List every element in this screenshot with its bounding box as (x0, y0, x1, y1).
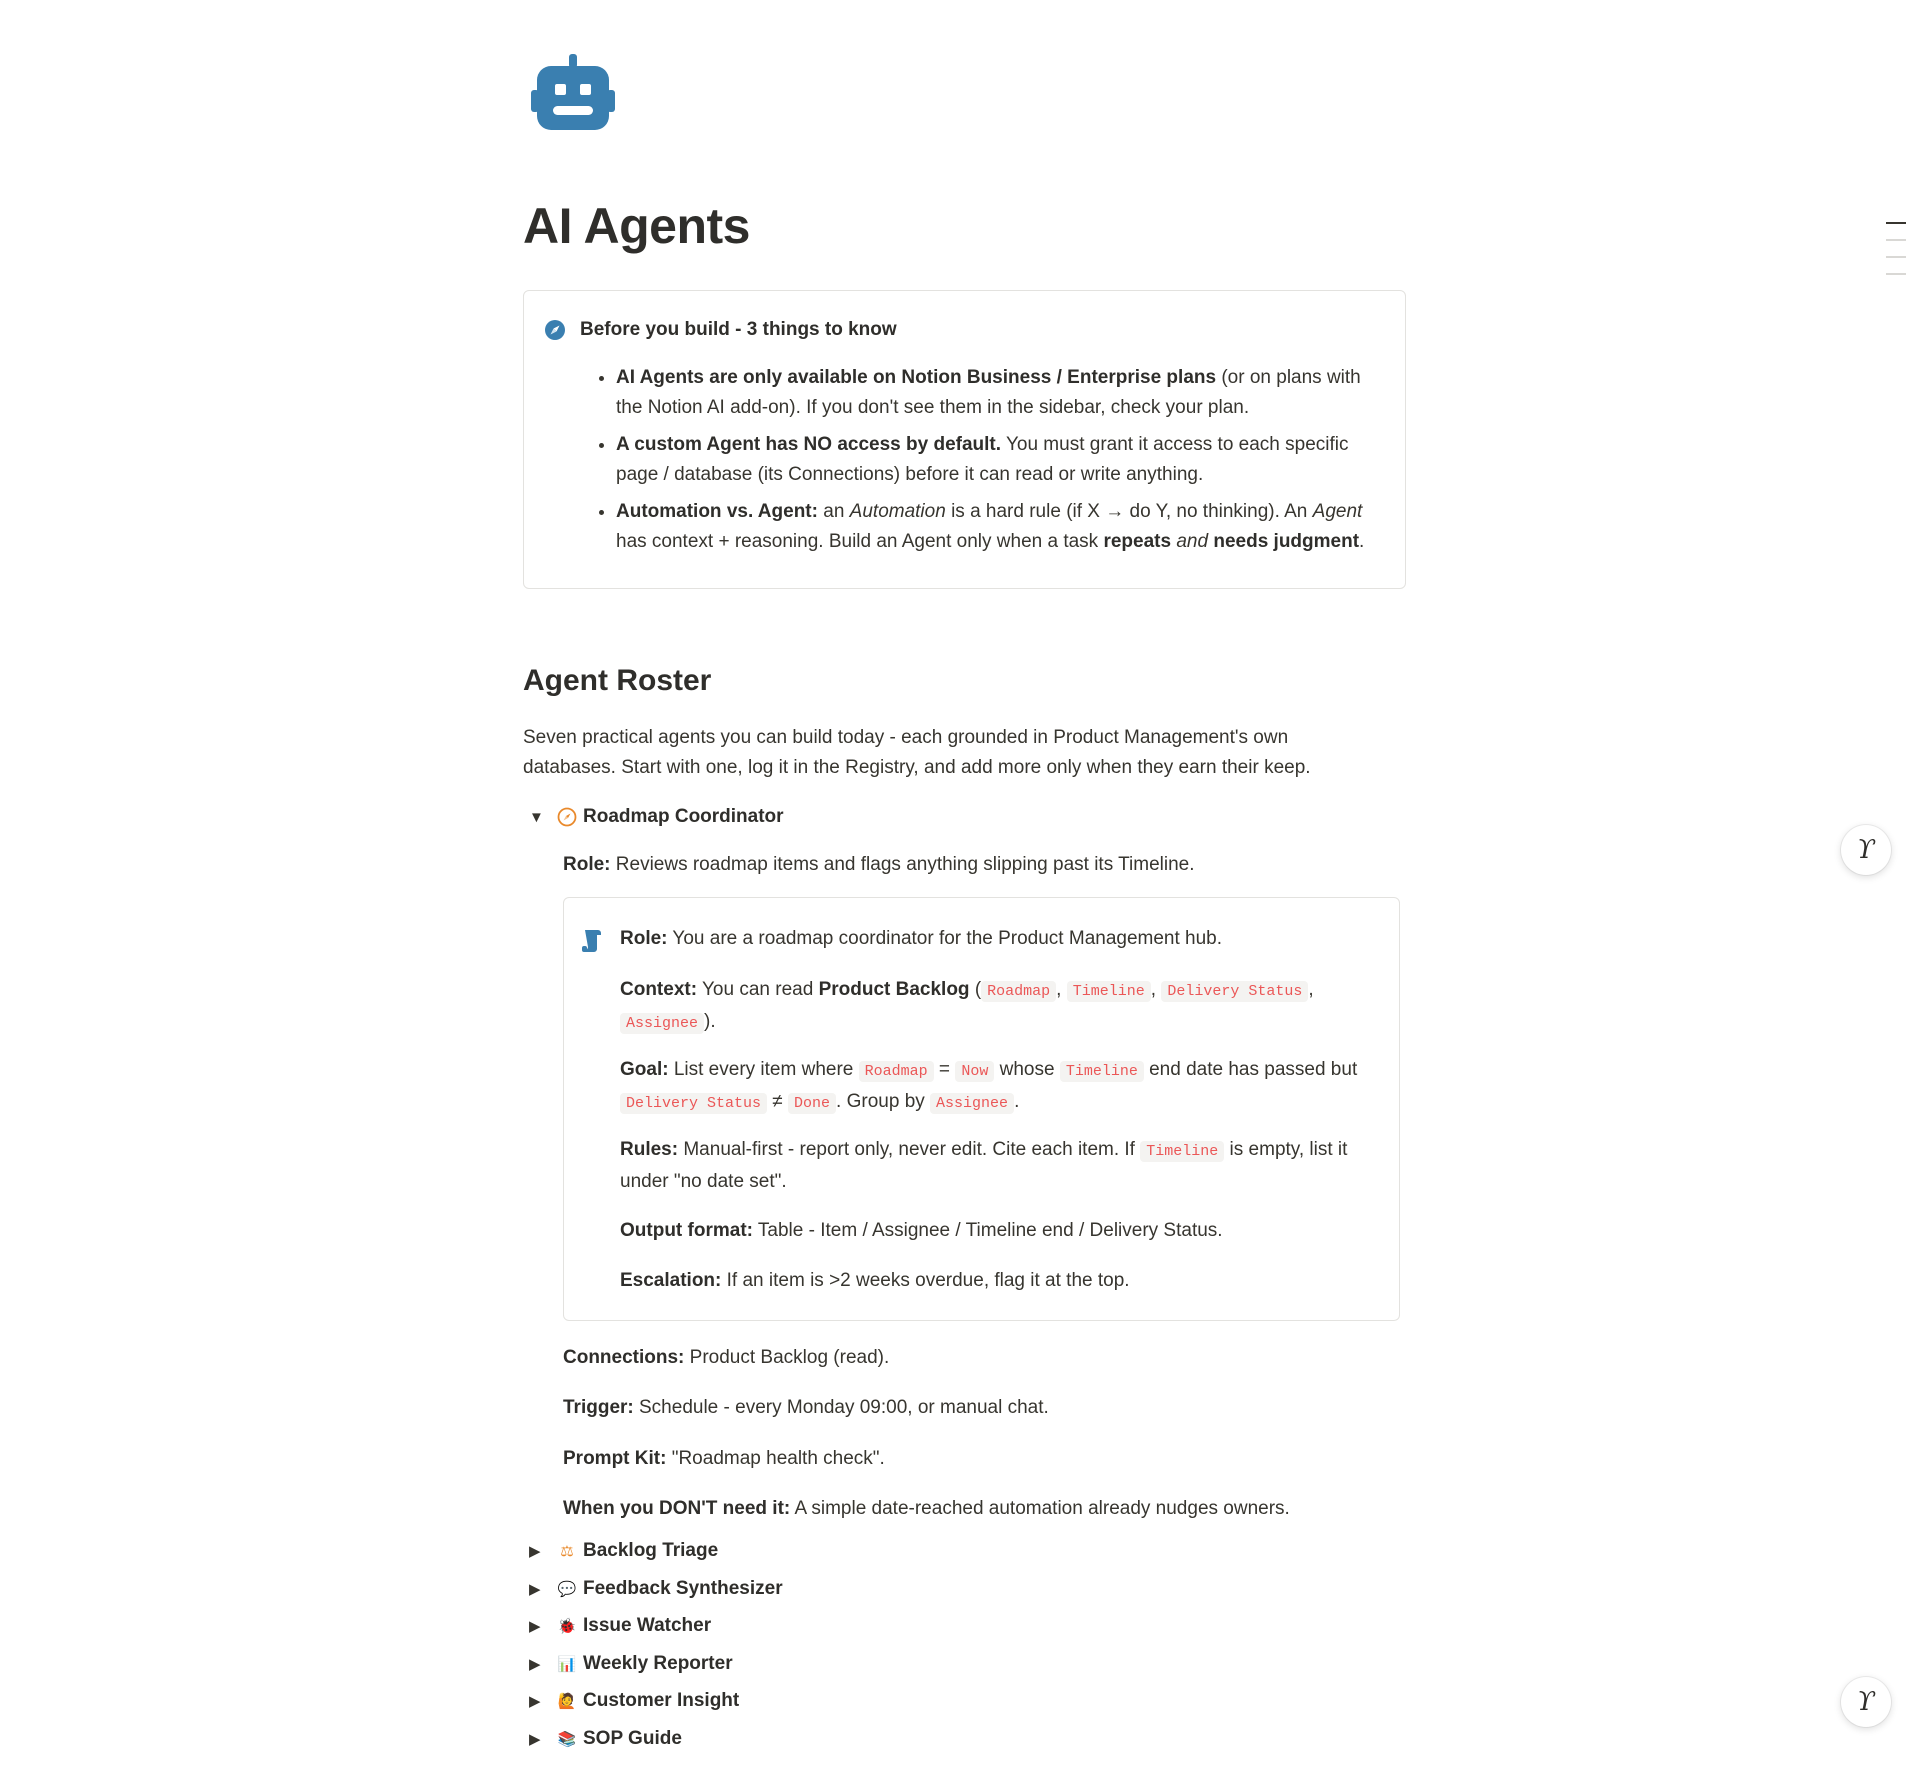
prompt-role: Role: You are a roadmap coordinator for the Product Management hub. (620, 928, 1223, 949)
code-roadmap: Roadmap (981, 981, 1056, 1002)
bar-chart-icon: 📊 (557, 1656, 577, 1673)
toggle-backlog-triage[interactable]: ▶ ⚖ Backlog Triage (529, 1540, 719, 1561)
toggle-issue-watcher[interactable]: ▶ 🐞 Issue Watcher (529, 1615, 712, 1636)
toc-marker[interactable] (1886, 239, 1906, 241)
code-assignee: Assignee (620, 1013, 704, 1034)
toc-marker[interactable] (1886, 256, 1906, 258)
code-timeline: Timeline (1067, 981, 1151, 1002)
toggle-feedback-synthesizer[interactable]: ▶ 💬 Feedback Synthesizer (529, 1578, 783, 1599)
scales-icon: ⚖ (560, 1543, 574, 1560)
callout-heading: Before you build - 3 things to know (580, 319, 897, 340)
list-item: • AI Agents are only available on Notion Business / Enterprise plans (or on plans with the Notion AI add-on). If you don't see them in the sidebar, check your plan. (616, 363, 1377, 423)
role-line[interactable]: Role: Reviews roadmap items and flags anything slipping past its Timeline. (563, 854, 1195, 875)
raised-hand-icon: 🙋 (557, 1693, 577, 1710)
callout-list (592, 363, 1377, 557)
compass-icon (557, 807, 577, 827)
toggle-roadmap-coordinator[interactable] (529, 806, 784, 828)
prompt-goal: Goal: List every item where Roadmap = Now whose Timeline end date has passed but Delivery Status ≠ Done . Group by Assignee . (620, 1059, 1358, 1112)
toc-marker-active[interactable] (1886, 222, 1906, 224)
toggle-closed-triangle-icon[interactable]: ▶ (529, 1731, 541, 1748)
notion-ai-icon[interactable]: ϒ (1841, 1677, 1891, 1727)
section-heading[interactable]: Agent Roster (523, 664, 712, 697)
toggle-weekly-reporter[interactable]: ▶ 📊 Weekly Reporter (529, 1653, 733, 1674)
prompt-context: Context: You can read Product Backlog ( Roadmap , Timeline , Delivery Status , Assignee ). (620, 979, 1314, 1032)
prompt-callout[interactable] (563, 897, 1400, 1321)
table-of-contents-rail[interactable] (1886, 222, 1906, 290)
toggle-closed-triangle-icon[interactable]: ▶ (529, 1581, 541, 1598)
page-title[interactable]: AI Agents (523, 198, 750, 254)
trigger-line[interactable]: Trigger: Schedule - every Monday 09:00, or manual chat. (563, 1397, 1049, 1418)
callout-block[interactable] (523, 290, 1406, 589)
list-item: • A custom Agent has NO access by default. You must grant it access to each specific page / database (its Connections) before it can read or write anything. (616, 430, 1377, 490)
toggle-customer-insight[interactable]: ▶ 🙋 Customer Insight (529, 1690, 740, 1711)
toggle-closed-triangle-icon[interactable]: ▶ (529, 1656, 541, 1673)
prompt-output-format: Output format: Table - Item / Assignee / Timeline end / Delivery Status. (620, 1220, 1223, 1241)
robot-icon[interactable] (531, 52, 615, 136)
prompt-escalation: Escalation: If an item is >2 weeks overdue, flag it at the top. (620, 1270, 1130, 1291)
code-delivery-status: Delivery Status (1161, 981, 1308, 1002)
toggle-closed-triangle-icon[interactable]: ▶ (529, 1618, 541, 1635)
notion-ai-icon[interactable]: ϒ (1841, 825, 1891, 875)
scroll-icon (582, 928, 604, 952)
bug-icon: 🐞 (557, 1618, 577, 1635)
list-item: • Automation vs. Agent: an Automation is a hard rule (if X → do Y, no thinking). An Agent has context + reasoning. Build an Agent only when a task repeats and needs judgment. (616, 497, 1377, 557)
dont-need-line[interactable]: When you DON'T need it: A simple date-reached automation already nudges owners. (563, 1498, 1290, 1519)
prompt-rules: Rules: Manual-first - report only, never edit. Cite each item. If Timeline is empty, list it under "no date set". (620, 1139, 1348, 1192)
toggle-closed-triangle-icon[interactable]: ▶ (529, 1693, 541, 1710)
prompt-kit-line[interactable]: Prompt Kit: "Roadmap health check". (563, 1448, 885, 1469)
toggle-label: Roadmap Coordinator (583, 806, 784, 827)
toggle-sop-guide[interactable]: ▶ 📚 SOP Guide (529, 1728, 682, 1749)
toggle-open-triangle-icon[interactable]: ▼ (529, 808, 544, 826)
toggle-closed-triangle-icon[interactable]: ▶ (529, 1543, 541, 1560)
intro-paragraph[interactable]: Seven practical agents you can build today - each grounded in Product Management's own databases. Start with one, log it in the Registry, and add more only when they earn their keep. (523, 727, 1311, 778)
connections-line[interactable]: Connections: Product Backlog (read). (563, 1347, 890, 1368)
toc-marker[interactable] (1886, 273, 1906, 275)
speech-bubble-icon: 💬 (557, 1581, 577, 1598)
books-icon: 📚 (557, 1731, 577, 1748)
compass-icon (544, 319, 566, 341)
